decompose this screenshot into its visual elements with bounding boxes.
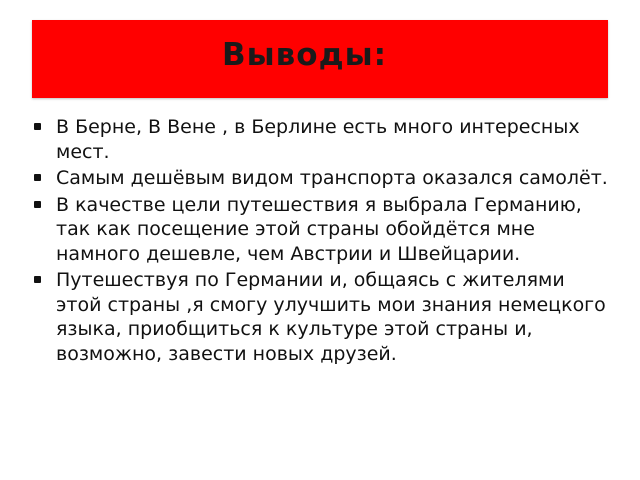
bullet-item [32, 166, 608, 191]
bullet-item [32, 193, 608, 267]
bullet-text: Путешествуя по Германии и, общаясь с жителями этой страны ,я смогу улучшить мои знания немецкого языка, приобщиться к культуре этой страны и, возможно, завести новых друзей. [56, 269, 606, 365]
bullet-list [32, 115, 608, 368]
title-bar [32, 20, 608, 98]
bullet-icon [34, 276, 41, 283]
bullet-item [32, 115, 608, 164]
slide-title: Выводы: [222, 37, 388, 73]
bullet-icon [34, 174, 41, 181]
bullet-icon [34, 123, 41, 130]
bullet-text: В Берне, В Вене , в Берлине есть много интересных мест. [56, 116, 580, 163]
bullet-text: В качестве цели путешествия я выбрала Германию, так как посещение этой страны обойдётся мне намного дешевле, чем Австрии и Швейцарии. [56, 193, 582, 265]
bullet-item [32, 268, 608, 366]
bullet-text: Самым дешёвым видом транспорта оказался самолёт. [56, 167, 608, 189]
bullet-icon [34, 201, 41, 208]
